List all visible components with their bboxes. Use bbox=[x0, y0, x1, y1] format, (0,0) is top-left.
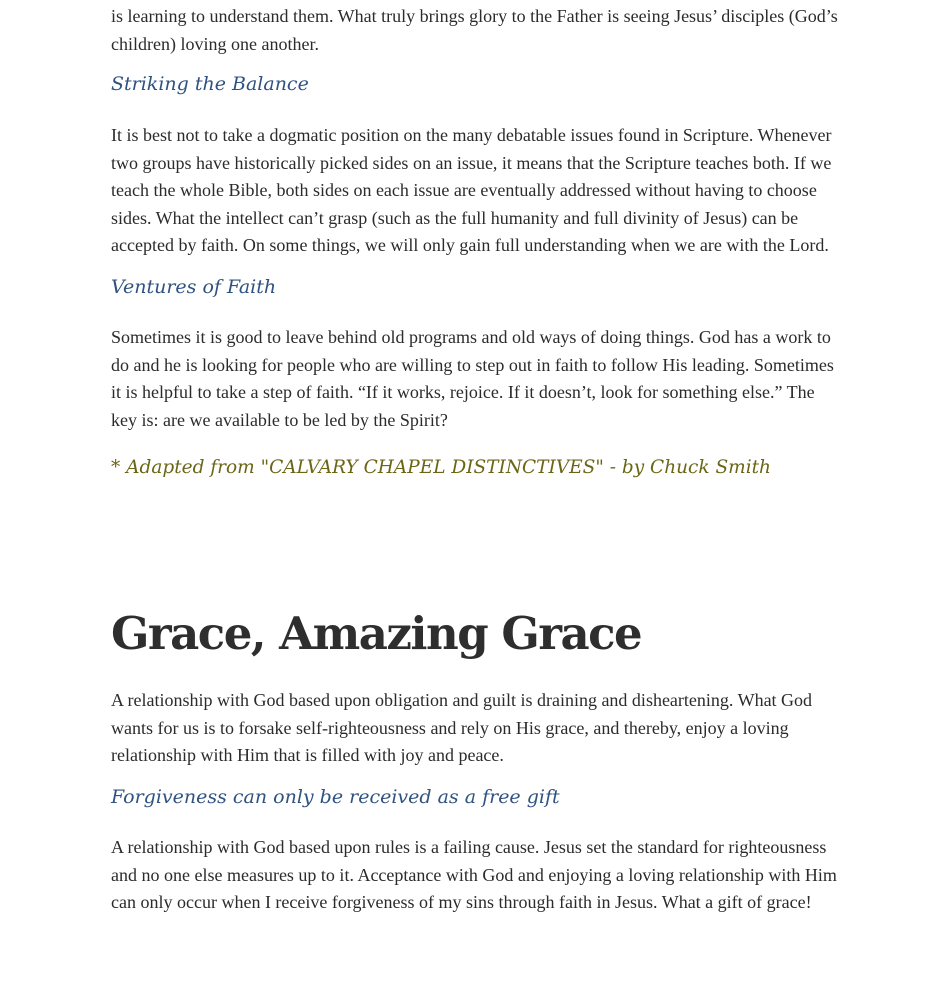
grace-intro-paragraph: A relationship with God based upon obligation and guilt is draining and disheartening. What God wants for us is to forsake self-righteousness and rely on His grace, and thereby, enjoy a loving relationship with Him that is filled with joy and peace. bbox=[111, 690, 813, 765]
section-body-striking-the-balance: It is best not to take a dogmatic position on the many debatable issues found in Scripture. Whenever two groups have historically picked sides on an issue, it means that the Scripture teaches both. If we teach the whole Bible, both sides on each issue are eventually addressed without having to choose sides. What the intellect can’t grasp (such as the full humanity and full divinity of Jesus) can be accepted by faith. On some things, we will only gain full understanding when we are with the Lord. bbox=[111, 125, 832, 255]
grace-subheading: Forgiveness can only be received as a free gift bbox=[111, 786, 560, 808]
source-credit: * Adapted from "CALVARY CHAPEL DISTINCTIVES" - by Chuck Smith bbox=[111, 457, 771, 478]
grace-body-paragraph: A relationship with God based upon rules is a failing cause. Jesus set the standard for righteousness and no one else measures up to it. Acceptance with God and enjoying a loving relationship with Him can only occur when I receive forgiveness of my sins through faith in Jesus. What a gift of grace! bbox=[111, 837, 837, 912]
section-body-ventures-of-faith: Sometimes it is good to leave behind old programs and old ways of doing things. God has a work to do and he is looking for people who are willing to step out in faith to follow His leading. Sometimes it is helpful to take a step of faith. “If it works, rejoice. If it doesn’t, look for something else.” The key is: are we available to be led by the Spirit? bbox=[111, 327, 834, 430]
intro-continuation-paragraph: is learning to understand them. What truly brings glory to the Father is seeing Jesus’ disciples (God’s children) loving one another. bbox=[111, 6, 838, 54]
page-title: Grace, Amazing Grace bbox=[111, 607, 642, 660]
section-heading-ventures-of-faith: Ventures of Faith bbox=[111, 276, 277, 298]
section-heading-striking-the-balance: Striking the Balance bbox=[111, 73, 309, 95]
